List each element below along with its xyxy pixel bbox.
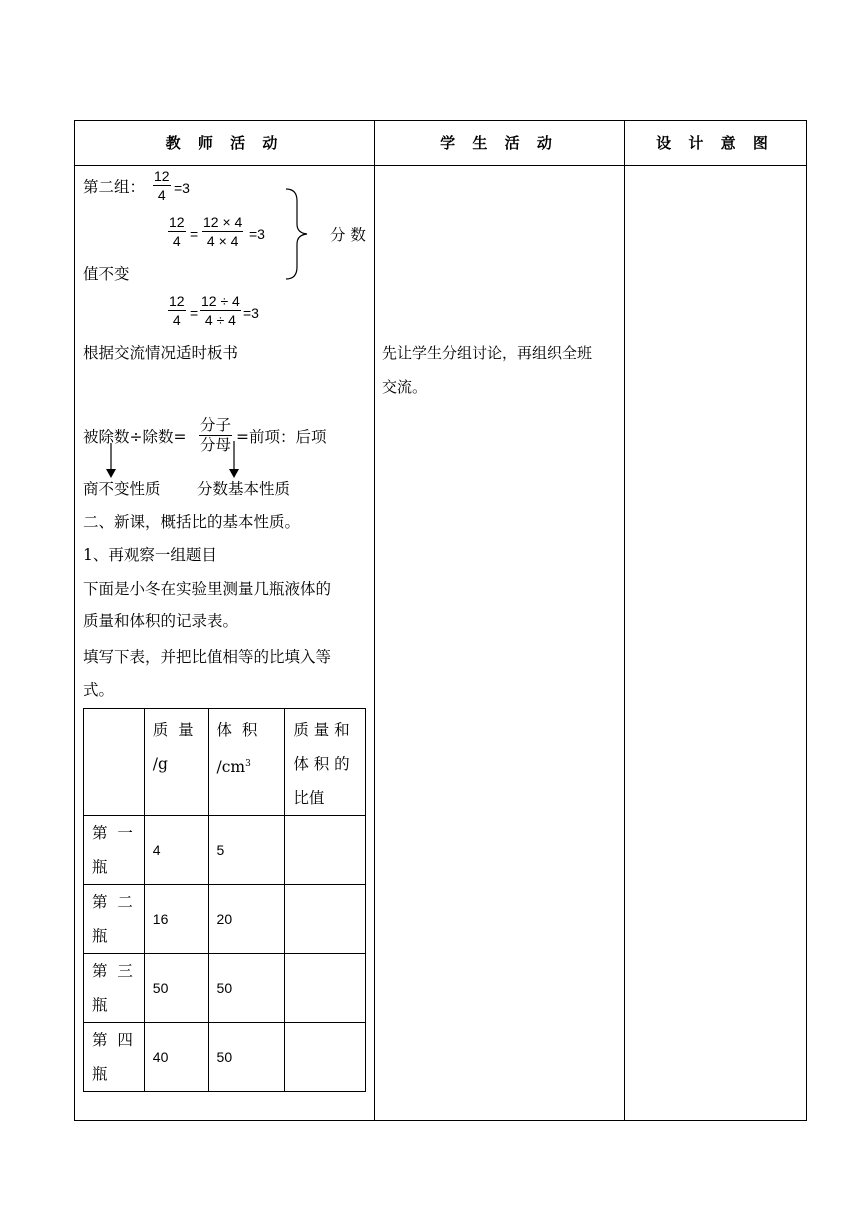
fraction-numerator: 12 — [154, 168, 170, 184]
label-quotient-property: 商不变性质 — [83, 480, 161, 498]
formula-left: 被除数÷除数= — [83, 428, 187, 446]
fraction-numerator: 分子 — [200, 416, 232, 434]
table-cell-label: 第 二 瓶 — [84, 885, 145, 954]
fraction-numerator: 12 — [169, 293, 185, 309]
fraction-numerator: 12 ÷ 4 — [201, 293, 240, 309]
fraction-denominator: 分母 — [200, 436, 232, 454]
formula-right: =前项：后项 — [236, 428, 327, 446]
volume-unit-superscript: 3 — [245, 759, 251, 769]
table-cell-label: 第 四 瓶 — [84, 1023, 145, 1092]
group-label: 第二组： — [83, 178, 146, 196]
table-cell-mass: 50 — [144, 954, 208, 1023]
column-divider — [374, 121, 375, 1120]
paragraph-line: 填写下表，并把比值相等的比填入等 — [83, 648, 332, 666]
fraction-denominator: 4 × 4 — [206, 233, 239, 249]
table-cell-volume: 50 — [208, 1023, 285, 1092]
table-row — [84, 954, 366, 1023]
fraction-12-over-4 — [168, 213, 186, 250]
note-unchanged-part1: 分 数 — [330, 226, 366, 244]
fraction-multiply — [202, 213, 243, 250]
column-divider — [624, 121, 625, 1120]
equals-sign: = — [190, 305, 199, 321]
paragraph-line: 下面是小冬在实验里测量几瓶液体的 — [83, 580, 332, 598]
table-header-cell — [208, 709, 285, 816]
fraction-numerator: 12 — [169, 214, 185, 230]
table-header-row — [84, 709, 366, 816]
table-cell-ratio[interactable] — [285, 954, 366, 1023]
table-cell-mass: 4 — [144, 816, 208, 885]
volume-header-text: 体 积 /cm — [216, 721, 258, 777]
table-cell-ratio[interactable] — [285, 816, 366, 885]
lesson-plan-table — [74, 120, 807, 1121]
table-cell-ratio[interactable] — [285, 885, 366, 954]
table-cell-volume: 20 — [208, 885, 285, 954]
fraction-numerator: 12 × 4 — [203, 214, 243, 230]
fraction-divide — [200, 292, 241, 329]
equals-3: =3 — [249, 226, 265, 242]
header-divider — [75, 165, 806, 166]
label-fraction-property: 分数基本性质 — [197, 480, 291, 498]
down-arrow-icon — [228, 441, 240, 479]
table-row — [84, 885, 366, 954]
table-cell-ratio[interactable] — [285, 1023, 366, 1092]
table-cell-label: 第 一 瓶 — [84, 816, 145, 885]
table-row — [84, 1023, 366, 1092]
table-row — [84, 816, 366, 885]
section-heading: 二、新课，概括比的基本性质。 — [83, 513, 301, 531]
table-header-cell: 质 量 和 体 积 的 比值 — [285, 709, 366, 816]
table-header-cell: 质 量 /g — [144, 709, 208, 816]
student-activity-line: 交流。 — [382, 378, 428, 396]
header-teacher-activity: 教 师 活 动 — [165, 134, 284, 152]
fraction-denominator: 4 ÷ 4 — [204, 312, 236, 328]
board-note: 根据交流情况适时板书 — [83, 344, 239, 362]
header-student-activity: 学 生 活 动 — [440, 134, 558, 152]
record-table — [83, 708, 366, 1092]
equals-3: =3 — [243, 305, 259, 321]
step-heading: 1、再观察一组题目 — [83, 546, 217, 564]
header-design-intent: 设 计 意 图 — [656, 134, 774, 152]
down-arrow-icon — [105, 443, 117, 479]
fraction-denominator: 4 — [157, 187, 166, 203]
fraction-12-over-4 — [168, 292, 186, 329]
equals-sign: = — [190, 226, 199, 242]
table-cell-volume: 50 — [208, 954, 285, 1023]
paragraph-line: 质量和体积的记录表。 — [83, 612, 239, 630]
table-cell-mass: 16 — [144, 885, 208, 954]
equals-3: =3 — [174, 180, 190, 196]
paragraph-line: 式。 — [83, 681, 115, 699]
right-brace-icon — [283, 187, 313, 281]
fraction-denominator: 4 — [172, 312, 181, 328]
note-unchanged-part2: 值不变 — [83, 265, 130, 283]
student-activity-line: 先让学生分组讨论，再组织全班 — [382, 344, 593, 362]
table-cell-label: 第 三 瓶 — [84, 954, 145, 1023]
fraction-12-over-4 — [153, 167, 171, 204]
fraction-denominator: 4 — [172, 233, 181, 249]
table-cell-volume: 5 — [208, 816, 285, 885]
table-cell-mass: 40 — [144, 1023, 208, 1092]
table-header-cell — [84, 709, 145, 816]
